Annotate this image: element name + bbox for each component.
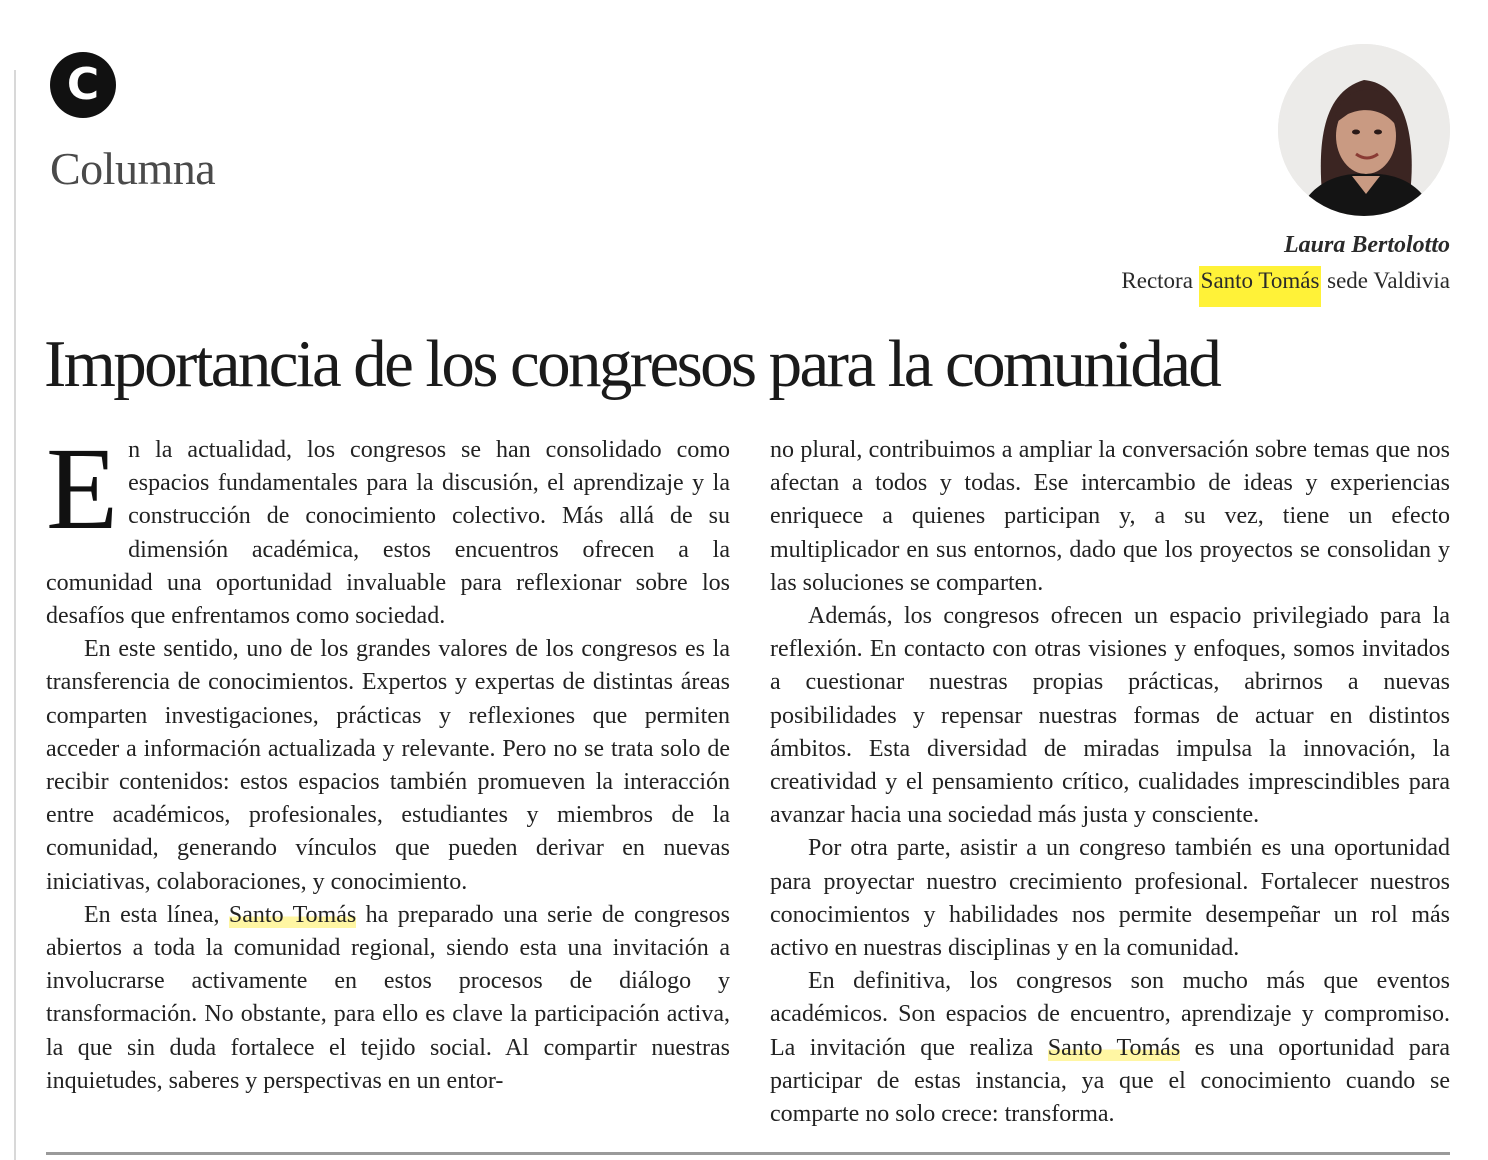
article-paragraph: [46, 899, 730, 1098]
author-role-prefix: Rectora: [1121, 268, 1199, 293]
author-photo: [1278, 44, 1450, 216]
author-role-suffix: sede Valdivia: [1321, 268, 1450, 293]
bottom-rule: [46, 1152, 1450, 1155]
institution-highlight: Santo Tomás: [1047, 1034, 1181, 1061]
article-column-right: [770, 434, 1450, 1131]
article-column-left: [46, 423, 730, 1098]
paragraph-text: n la actualidad, los congresos se han consolidado como espacios fundamentales para la discusión, el aprendizaje y la construcción de conocimiento colectivo. Más allá de su dimensión académica, estos encuentros ofrecen a la comunidad una oportunidad invaluable para reflexionar sobre los desafíos que enfrentamos como sociedad.: [46, 437, 730, 630]
paragraph-text: ha preparado una serie de congresos abiertos a toda la comunidad regional, siendo esta una invitación a involucrarse activamente en estos procesos de diálogo y transformación. No obstante, para ello es clave la participación activa, la que sin duda fortalece el tejido social. Al compartir nuestras inquietudes, saberes y perspectivas en un entor-: [46, 901, 730, 1094]
article-paragraph: no plural, contribuimos a ampliar la conversación sobre temas que nos afectan a todos y todas. Ese intercambio de ideas y experiencias enriquece a quienes participan y, a su vez, tiene un efecto multiplicador en sus entornos, dado que los proyectos se consolidan y las soluciones se comparten.: [770, 437, 1450, 596]
institution-highlight: Santo Tomás: [228, 901, 357, 928]
badge-letter: C: [66, 59, 100, 110]
article-paragraph: En este sentido, uno de los grandes valores de los congresos es la transferencia de conocimientos. Expertos y expertas de distintas áreas comparten investigaciones, prácticas y reflexiones que permiten acceder a información actualizada y relevante. Pero no se trata solo de recibir contenidos: estos espacios también promueven la interacción entre académicos, profesionales, estudiantes y miembros de la comunidad, generando vínculos que pueden derivar en nuevas iniciativas, colaboraciones, y conocimiento.: [46, 636, 730, 895]
paragraph-text: En esta línea,: [84, 901, 229, 928]
author-institution-highlight: Santo Tomás: [1199, 266, 1322, 307]
column-badge-icon: [50, 52, 116, 118]
author-role: [1121, 268, 1450, 294]
author-name: Laura Bertolotto: [1283, 232, 1450, 258]
drop-cap: E: [46, 423, 119, 554]
article-paragraph: [770, 965, 1450, 1131]
section-label: Columna: [50, 143, 216, 194]
article-paragraph: [46, 423, 730, 633]
page-left-rule: [14, 70, 16, 1160]
paragraph-text: es una oportunidad para participar de estas instancia, ya que el conocimiento cuando se comparte no solo crece: transforma.: [770, 1034, 1450, 1128]
article-paragraph: Además, los congresos ofrecen un espacio privilegiado para la reflexión. En contacto con otras visiones y enfoques, somos invitados a cuestionar nuestras propias prácticas, abrirnos a nuevas posibilidades y repensar nuestras formas de actuar en distintos ámbitos. Esta diversidad de miradas impulsa la innovación, la creatividad y el pensamiento crítico, cualidades imprescindibles para avanzar hacia una sociedad más justa y consciente.: [770, 603, 1450, 829]
author-portrait-icon: [1278, 44, 1450, 216]
article-paragraph: Por otra parte, asistir a un congreso también es una oportunidad para proyectar nuestro crecimiento profesional. Fortalecer nuestros conocimientos y habilidades nos permite desempeñar un rol más activo en nuestras disciplinas y en la comunidad.: [770, 835, 1450, 962]
article-headline: Importancia de los congresos para la comunidad: [44, 327, 1220, 401]
paragraph-text: En definitiva, los congresos son mucho más que eventos académicos. Son espacios de encuentro, aprendizaje y compromiso. La invitación que realiza: [770, 968, 1450, 1061]
